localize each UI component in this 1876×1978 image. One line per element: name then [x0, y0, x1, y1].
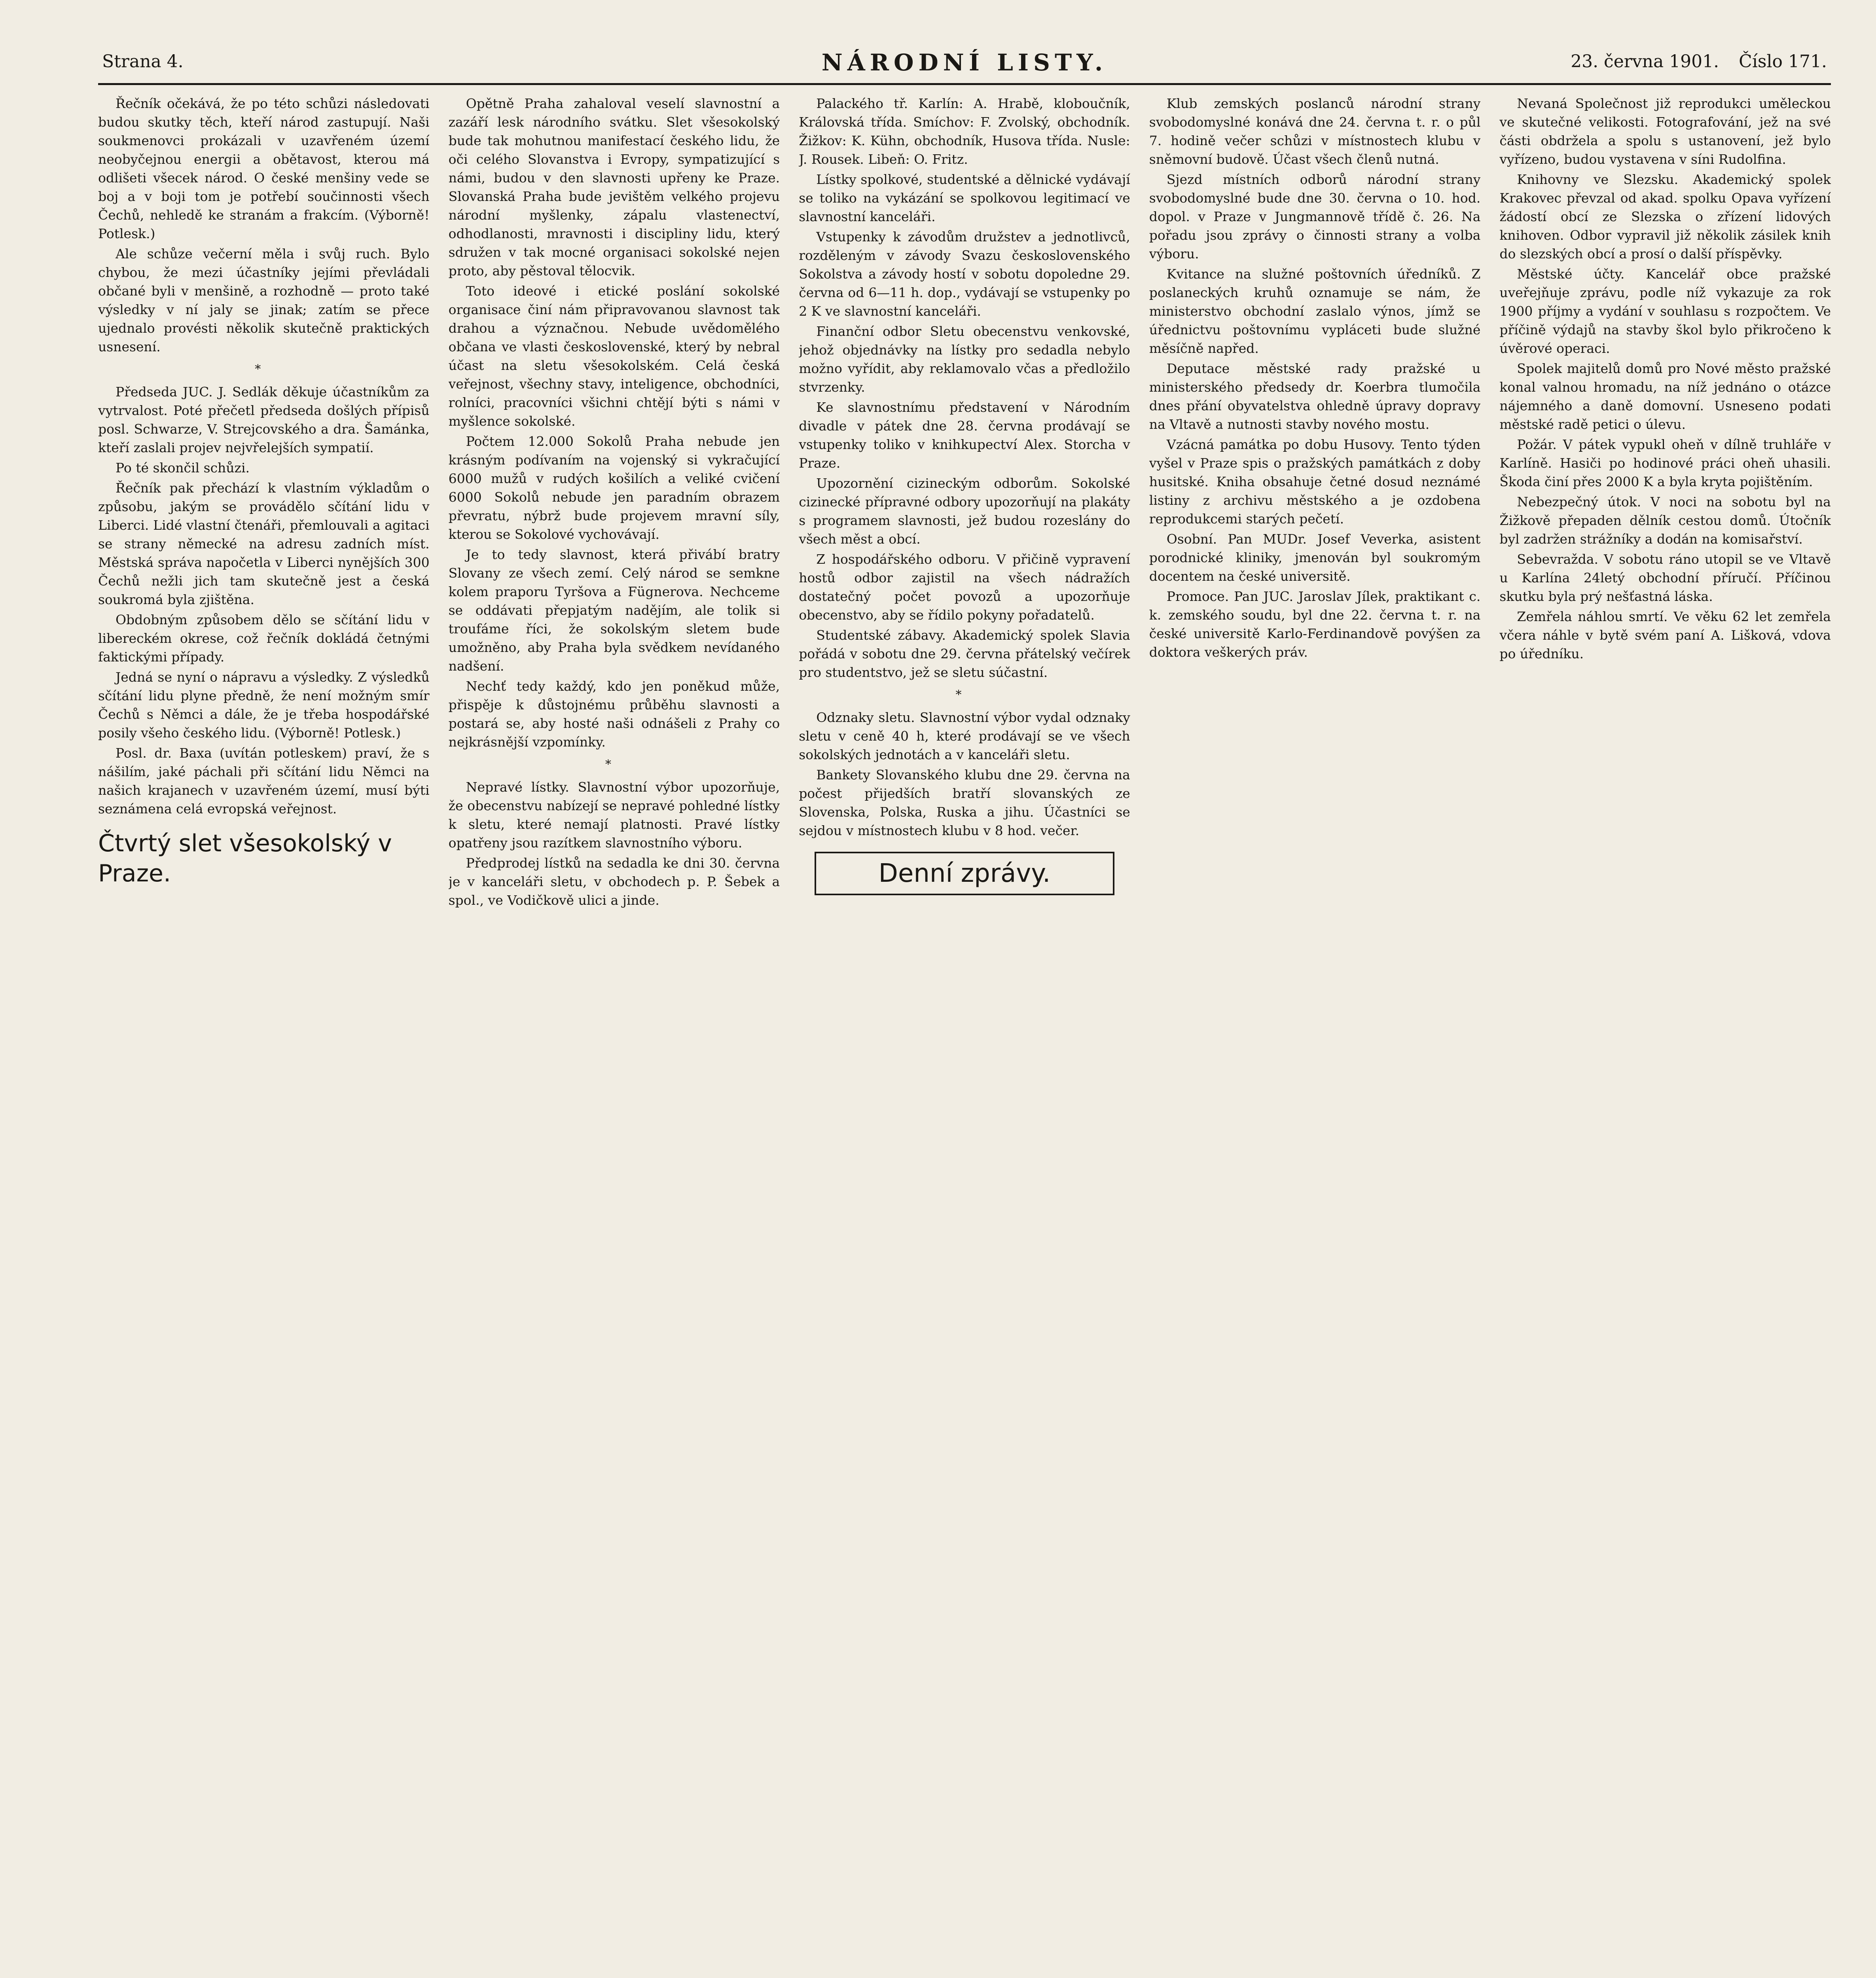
paragraph: Odznaky sletu. Slavnostní výbor vydal odznaky sletu v ceně 40 h, které prodávají se ve všech sokolských jednotách a v kanceláři sletu. [799, 710, 1130, 762]
paragraph: Finanční odbor Sletu obecenstvu venkovské, jehož objednávky na lístky pro sedadla nebylo možno vyřídit, aby reklamovalo včas a předložilo stvrzenky. [799, 324, 1130, 395]
column-5 [1499, 94, 1831, 1978]
article-columns [98, 94, 1831, 1978]
paragraph: Předseda JUC. J. Sedlák děkuje účastníkům za vytrvalost. Poté přečetl předseda došlých přípisů posl. Schwarze, V. Strejcovského a dra. Šamánka, kteří zaslali projev nejvřelejších sympatií. [98, 384, 430, 455]
paragraph: Vstupenky k závodům družstev a jednotlivců, rozděleným v závody Svazu československého Sokolstva a závody hostí v sobotu dopoledne 29. června od 6—11 h. dop., vydávají se vstupenky po 2 K ve slavnostní kanceláři. [799, 229, 1130, 319]
separator-stars: * [955, 688, 974, 702]
paragraph: Bankety Slovanského klubu dne 29. června na počest přijedších bratří slovanských ze Slovenska, Polska, Ruska a jihu. Účastníci se sejdou v místnostech klubu v 8 hod. večer. [799, 767, 1130, 838]
paragraph: Sjezd místních odborů národní strany svobodomyslné bude dne 30. června o 10. hod. dopol. v Praze v Jungmannově třídě č. 26. Na pořadu jsou zprávy o činnosti strany a volba výboru. [1149, 172, 1481, 261]
paragraph: Knihovny ve Slezsku. Akademický spolek Krakovec převzal od akad. spolku Opava vyřízení žádostí obcí ze Slezska o zřízení lidových knihoven. Odbor vypravil již několik zásilek knih do slezských obcí a prosí o další příspěvky. [1499, 172, 1831, 261]
paragraph: Studentské zábavy. Akademický spolek Slavia pořádá v sobotu dne 29. června přátelský večírek pro studentstvo, jež se sletu súčastní. [799, 627, 1130, 680]
paragraph: Promoce. Pan JUC. Jaroslav Jílek, praktikant c. k. zemského soudu, byl dne 22. června t. r. na české universitě Karlo-Ferdinandově povýšen za doktora veškerých práv. [1149, 589, 1481, 660]
paragraph: Je to tedy slavnost, která přivábí bratry Slovany ze všech zemí. Celý národ se semkne kolem praporu Tyršova a Fügnerova. Nechceme se oddávati přepjatým nadějím, ale tolik si troufáme říci, že sokolským sletem bude umožněno, aby Praha byla svědkem nevídaného nadšení. [448, 547, 780, 674]
section-heading-slet: Čtvrtý slet všesokolský v Praze. [98, 830, 392, 887]
paragraph: Kvitance na služné poštovních úředníků. Z poslaneckých kruhů oznamuje se nám, že ministerstvo obchodní zaslalo výnos, jímž se úřednictvu poštovnímu vypláceti bude služné měsíčně napřed. [1149, 266, 1481, 356]
issue-number: Číslo 171. [1739, 51, 1827, 72]
paragraph: Deputace městské rady pražské u ministerského předsedy dr. Koerbra tlumočila dnes přání obyvatelstva ohledně úpravy dopravy na Vltavě a nutnosti stavby nového mostu. [1149, 361, 1481, 432]
column-3-text [799, 94, 1130, 895]
newspaper-page [98, 47, 1831, 1978]
paragraph: Nepravé lístky. Slavnostní výbor upozorňuje, že obecenstvu nabízejí se nepravé pohledné lístky k sletu, které nemají platnosti. Pravé lístky opatřeny jsou razítkem slavnostního výboru. [448, 779, 780, 851]
column-3 [799, 94, 1130, 1978]
paragraph: Vzácná památka po dobu Husovy. Tento týden vyšel v Praze spis o pražských památkách z doby husitské. Kniha obsahuje četné dosud neznámé listiny z archivu městského a je ozdobena reprodukcemi starých pečetí. [1149, 437, 1481, 527]
issue-info [1556, 51, 1827, 72]
paragraph: Upozornění cizineckým odborům. Sokolské cizinecké přípravné odbory upozorňují na plakáty s programem slavnosti, jež budou rozeslány do všech měst a obcí. [799, 476, 1130, 547]
separator-stars: * [255, 362, 273, 376]
paragraph: Zemřela náhlou smrtí. Ve věku 62 let zemřela včera náhle v bytě svém paní A. Lišková, vdova po úředníku. [1499, 609, 1831, 661]
newspaper-title: NÁRODNÍ LISTY. [821, 49, 1108, 76]
paragraph: Palackého tř. Karlín: A. Hrabě, kloboučník, Královská třída. Smíchov: F. Zvolský, obchodník. Žižkov: K. Kühn, obchodník, Husova třída. Nusle: J. Rousek. Libeň: O. Fritz. [799, 96, 1130, 167]
paragraph: Lístky spolkové, studentské a dělnické vydávají se toliko na vykázání se spolkovou legitimací ve slavnostní kanceláři. [799, 172, 1130, 224]
paragraph: Požár. V pátek vypukl oheň v dílně truhláře v Karlíně. Hasiči po hodinové práci oheň uhasili. Škoda činí přes 2000 K a byla kryta pojištěním. [1499, 437, 1831, 489]
paragraph: Osobní. Pan MUDr. Josef Veverka, asistent porodnické kliniky, jmenován byl soukromým docentem na české universitě. [1149, 531, 1481, 584]
paragraph: Klub zemských poslanců národní strany svobodomyslné konává dne 24. června t. r. o půl 7. hodině večer schůzi v místnostech klubu v sněmovní budově. Účast všech členů nutná. [1149, 96, 1481, 167]
paragraph: Z hospodářského odboru. V přičině vypravení hostů odbor zajistil na všech nádražích dostatečný počet povozů a upozorňuje obecenstvo, aby se řídilo pokyny pořadatelů. [799, 551, 1130, 623]
column-2-text [449, 94, 780, 909]
paragraph: Městské účty. Kancelář obce pražské uveřejňuje zprávu, podle níž vykazuje za rok 1900 příjmy a vydání v souhlasu s rozpočtem. Ve příčině výdajů na stavby škol bylo přikročeno k úvěrové operaci. [1499, 266, 1831, 356]
paragraph: Toto ideové i etické poslání sokolské organisace činí nám připravovanou slavnost tak drahou a význačnou. Nebude uvědomělého občana ve vlasti československé, který by nebral účast na sletu všesokolském. Celá česká veřejnost, všechny stavy, inteligence, obchodníci, rolníci, pracovníci všichni chtějí býti s námi v myšlence sokolské. [448, 283, 780, 429]
paragraph: Obdobným způsobem dělo se sčítání lidu v libereckém okrese, což řečník dokládá četnými faktickými případy. [98, 612, 430, 665]
separator-stars: * [605, 758, 623, 771]
column-1-text [98, 94, 430, 889]
paragraph: Opětně Praha zahaloval veselí slavnostní a zazáří lesk národního svátku. Slet všesokolský bude tak mohutnou manifestací českého lidu, že oči celého Slovanstva i Evropy, sympatizující s námi, budou v den slavnosti upřeny ke Praze. Slovanská Praha bude jevištěm velkého projevu národní myšlenky, zápalu vlastenectví, odhodlanosti, mravnosti i discipliny lidu, který sdružen v tak mocné organisaci sokolské nejen proto, aby pěstoval tělocvik. [448, 96, 780, 279]
column-2 [449, 94, 780, 1978]
paragraph: Spolek majitelů domů pro Nové město pražské konal valnou hromadu, na níž jednáno o otázce nájemného a daně domovní. Usneseno podati městské radě petici o úlevu. [1499, 361, 1831, 432]
paragraph: Počtem 12.000 Sokolů Praha nebude jen krásným podívaním na vojenský si vykračující 6000 mužů v rudých košilích a veliké cvičení 6000 Sokolů nebude jen paradním obrazem převratu, nýbrž bude projevem mravní síly, kterou se Sokolové vychovávají. [448, 434, 780, 542]
paragraph: Sebevražda. V sobotu ráno utopil se ve Vltavě u Karlína 24letý obchodní příručí. Příčinou skutku byla prý nešťastná láska. [1499, 551, 1831, 604]
paragraph: Ke slavnostnímu představení v Národním divadle v pátek dne 28. června prodávají se vstupenky toliko v knihkupectví Alex. Storcha v Praze. [799, 400, 1130, 471]
paragraph: Posl. dr. Baxa (uvítán potleskem) praví, že s nášilím, jaké páchali při sčítání lidu Němci na našich krajanech v uzavřeném území, musí býti seznámena celá evropská veřejnost. [98, 745, 430, 817]
issue-date: 23. června 1901. [1571, 51, 1719, 72]
column-1 [98, 94, 430, 1978]
paragraph: Nebezpečný útok. V noci na sobotu byl na Žižkově přepaden dělník cestou domů. Útočník byl zadržen strážníky a dodán na komisařství. [1499, 494, 1831, 547]
paragraph: Ale schůze večerní měla i svůj ruch. Bylo chybou, že mezi účastníky jejími převládali občané byli v menšině, a rozhodně — proto také výsledky v ní jaly se jinak; zatím se přece ujednalo provésti několik skutečně praktických usnesení. [98, 246, 430, 354]
column-4-text [1149, 94, 1481, 661]
paragraph: Nechť tedy každý, kdo jen poněkud může, přispěje k důstojnému průběhu slavnosti a postará se, aby hosté naši odnášeli z Prahy co nejkrásnější vzpomínky. [448, 678, 780, 750]
masthead [98, 47, 1831, 85]
section-heading-denni-zpravy: Denní zprávy. [815, 852, 1114, 895]
paragraph: Řečník očekává, že po této schůzi následovati budou skutky těch, kteří národ zastupují. Naši soukmenovci prokázali v uzavřeném území neobyčejnou energii a obětavost, kterou má odlišeti všecek národ. O české menšiny vede se boj a v boji tom je potřebí součinnosti všech Čechů, nehledě ke stranám a frakcím. (Výborně! Potlesk.) [98, 96, 430, 241]
column-4 [1149, 94, 1481, 1978]
paragraph: Nevaná Společnost již reprodukci uměleckou ve skutečné velikosti. Fotografování, jež na své části obdržela a spolu s ustanovení, jež bylo vyřízeno, budou vystavena v síni Rudolfina. [1499, 96, 1831, 167]
column-5-text [1499, 94, 1831, 663]
paragraph: Předprodej lístků na sedadla ke dni 30. června je v kanceláři sletu, v obchodech p. P. Šebek a spol., ve Vodičkově ulici a jinde. [448, 855, 780, 908]
page-number: Strana 4. [102, 51, 184, 72]
paragraph: Řečník pak přechází k vlastním výkladům o způsobu, jakým se provádělo sčítání lidu v Liberci. Lidé vlastní čtenáři, přemlouvali a agitaci se strany německé na adresu zadních míst. Městská správa napočetla v Liberci nynějších 300 Čechů nežli jich tam skutečně jest a česká soukromá byla zjištěna. [98, 480, 430, 607]
paragraph: Jedná se nyní o nápravu a výsledky. Z výsledků sčítání lidu plyne předně, že není možným smír Čechů s Němci a dále, že je třeba hospodářské posily všeho českého lidu. (Výborně! Potlesk.) [98, 669, 430, 741]
paragraph: Po té skončil schůzi. [116, 460, 250, 476]
